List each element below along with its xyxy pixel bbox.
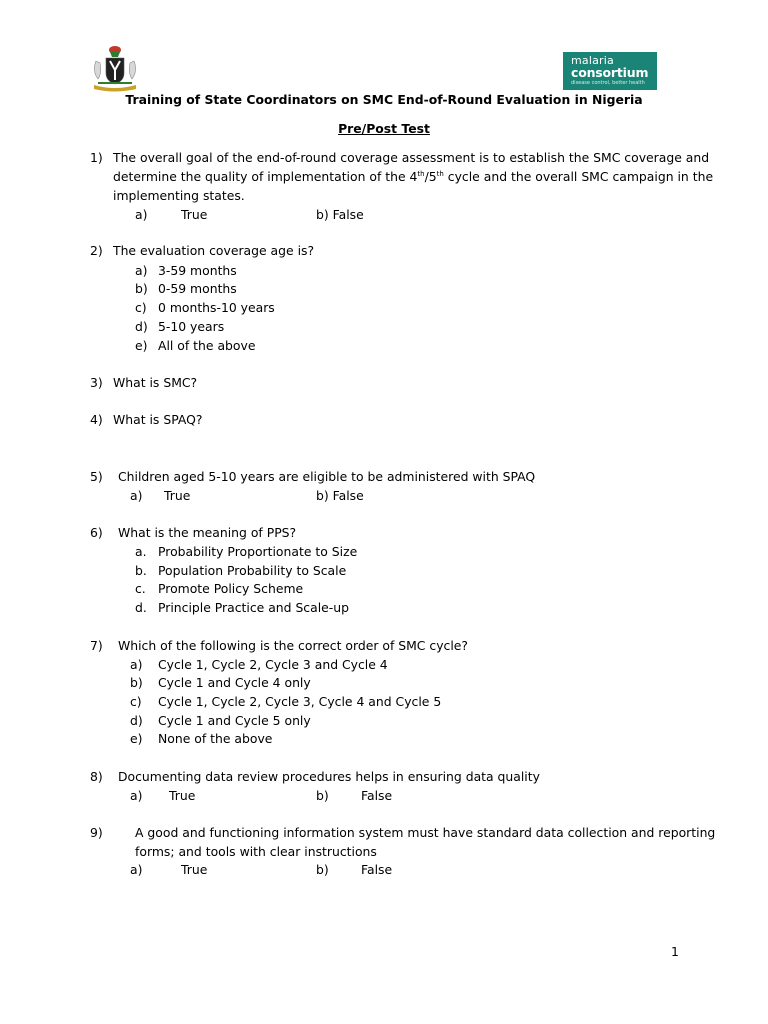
q6-option-text: Principle Practice and Scale-up [158, 600, 349, 615]
q6-option-label: c. [135, 581, 146, 596]
q2-option-text: 5-10 years [158, 319, 225, 334]
q8-number: 8) [90, 769, 103, 784]
q9-line2: forms; and tools with clear instructions [135, 844, 377, 859]
q5-option-a-label: a) [130, 488, 143, 503]
q1-line3: implementing states. [113, 188, 245, 203]
q1-line1: The overall goal of the end-of-round coverage assessment is to establish the SMC coverage and [113, 150, 710, 165]
q9-option-b-label: b) [316, 862, 329, 877]
q2-text: The evaluation coverage age is? [113, 243, 315, 258]
q5-text: Children aged 5-10 years are eligible to be administered with SPAQ [118, 469, 536, 484]
q2-option-text: 0 months-10 years [158, 300, 275, 315]
q7-option-text: Cycle 1, Cycle 2, Cycle 3 and Cycle 4 [158, 657, 388, 672]
q8-option-a: True [169, 788, 196, 803]
q5-option-a: True [164, 488, 191, 503]
q6-option-text: Population Probability to Scale [158, 563, 347, 578]
q9-option-a: True [181, 862, 208, 877]
q6-option-text: Probability Proportionate to Size [158, 544, 358, 559]
q6-text: What is the meaning of PPS? [118, 525, 297, 540]
q7-option-label: b) [130, 675, 143, 690]
q6-option-label: a. [135, 544, 147, 559]
q9-line1: A good and functioning information system must have standard data collection and reporting [135, 825, 716, 840]
q6-option-label: b. [135, 563, 147, 578]
q6-option-text: Promote Policy Scheme [158, 581, 304, 596]
q4-text: What is SPAQ? [113, 412, 203, 427]
q1-option-b: b) False [316, 207, 364, 222]
q9-option-b: False [361, 862, 393, 877]
q7-number: 7) [90, 638, 103, 653]
q2-option-text: 3-59 months [158, 263, 237, 278]
q5-number: 5) [90, 469, 103, 484]
page-number: 1 [671, 944, 679, 959]
q7-option-text: Cycle 1 and Cycle 5 only [158, 713, 311, 728]
q2-option-label: c) [135, 300, 147, 315]
malaria-consortium-logo [563, 52, 657, 90]
q7-option-label: c) [130, 694, 142, 709]
document-title: Training of State Coordinators on SMC End-of-Round Evaluation in Nigeria [125, 92, 643, 107]
q7-option-text: Cycle 1 and Cycle 4 only [158, 675, 311, 690]
q7-text: Which of the following is the correct order of SMC cycle? [118, 638, 468, 653]
q8-text: Documenting data review procedures helps in ensuring data quality [118, 769, 540, 784]
q2-option-text: All of the above [158, 338, 256, 353]
coat-of-arms-logo [88, 43, 142, 93]
q8-option-b: False [361, 788, 393, 803]
q7-option-text: None of the above [158, 731, 273, 746]
q2-option-label: e) [135, 338, 148, 353]
logo-line1: malaria [571, 54, 614, 67]
logo-tagline: disease control, better health [571, 80, 645, 86]
q7-option-label: e) [130, 731, 143, 746]
q2-option-text: 0-59 months [158, 281, 237, 296]
q3-text: What is SMC? [113, 375, 198, 390]
q2-option-label: d) [135, 319, 148, 334]
q1-line2: determine the quality of implementation of the 4th/5th cycle and the overall SMC campaign in the [113, 169, 714, 184]
q5-option-b: b) False [316, 488, 364, 503]
q6-number: 6) [90, 525, 103, 540]
q9-option-a-label: a) [130, 862, 143, 877]
q1-number: 1) [90, 150, 103, 165]
q8-option-b-label: b) [316, 788, 329, 803]
q6-option-label: d. [135, 600, 147, 615]
logo-line2: consortium [571, 65, 649, 80]
q3-number: 3) [90, 375, 103, 390]
q1-option-a: True [181, 207, 208, 222]
q2-number: 2) [90, 243, 103, 258]
q8-option-a-label: a) [130, 788, 143, 803]
document-subtitle: Pre/Post Test [338, 121, 430, 136]
q7-option-text: Cycle 1, Cycle 2, Cycle 3, Cycle 4 and Cycle 5 [158, 694, 442, 709]
q9-number: 9) [90, 825, 103, 840]
q7-option-label: d) [130, 713, 143, 728]
q1-option-a-label: a) [135, 207, 148, 222]
q7-option-label: a) [130, 657, 143, 672]
q2-option-label: b) [135, 281, 148, 296]
q4-number: 4) [90, 412, 103, 427]
q2-option-label: a) [135, 263, 148, 278]
